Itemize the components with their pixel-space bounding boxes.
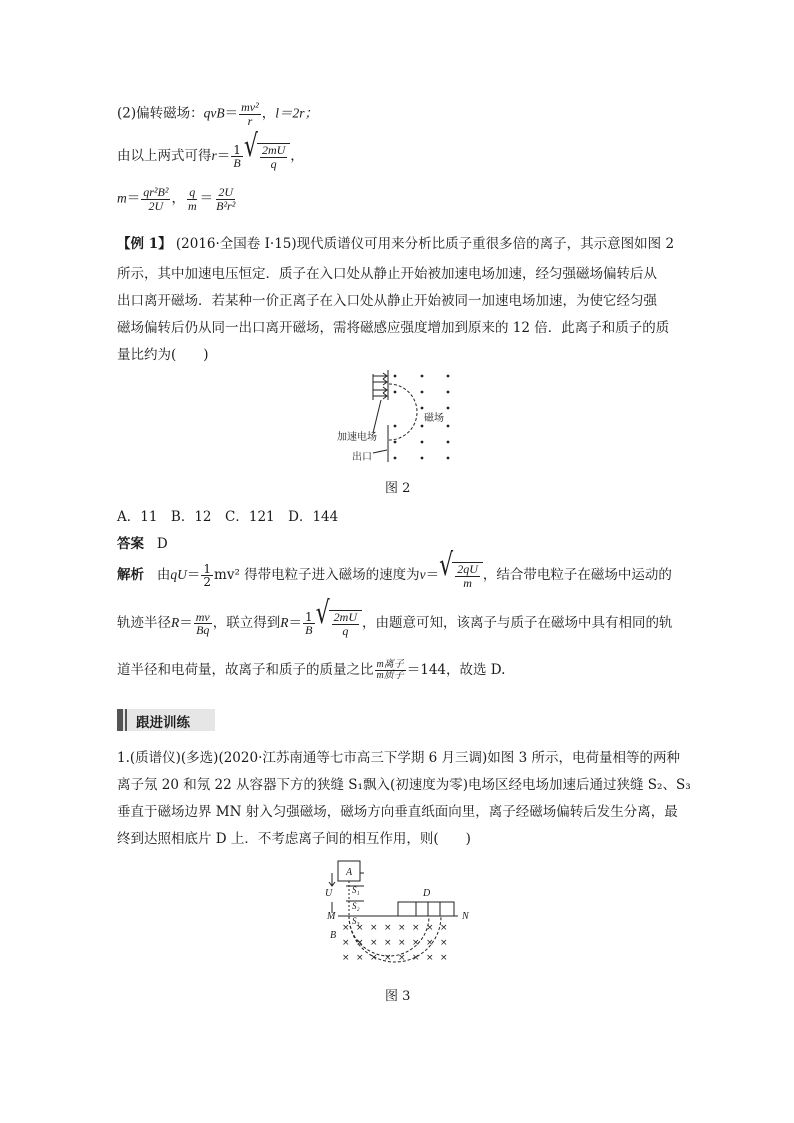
solution-text: ，联立得到 <box>212 615 281 632</box>
example-1-line-1 <box>117 232 674 252</box>
section-tag-bar <box>117 709 123 731</box>
fraction-numerator: 1 <box>305 609 313 624</box>
answer-line <box>117 532 168 552</box>
answer-options: A．11 B．12 C．121 D．144 <box>117 509 339 525</box>
separator: ， <box>261 105 276 122</box>
figure-3-label-S3: S₃ <box>352 916 360 926</box>
derivation-line-2: 由以上两式可得r＝ $\frac{1}{B}$ √ $\frac{2mU}{q}$ ， <box>117 129 304 171</box>
fraction-numerator: mv² <box>241 100 259 114</box>
svg-text:×: × <box>370 923 378 933</box>
math-term: r <box>211 148 217 164</box>
answer-value: D <box>156 536 168 552</box>
svg-text:×: × <box>356 923 364 933</box>
fraction-numerator: 2mU <box>333 610 358 624</box>
example-text: (2016·全国卷 Ⅰ·15)现代质谱仪可用来分析比质子重很多倍的离子，其示意图如图 2 <box>175 236 675 252</box>
fraction <box>201 563 213 589</box>
separator: ， <box>290 148 304 165</box>
math-term: R <box>280 615 289 631</box>
solution-text: ＝144，故选 D. <box>406 662 506 678</box>
svg-text:×: × <box>384 938 392 948</box>
fraction-denominator: r <box>247 113 253 128</box>
fraction-numerator: q <box>189 185 196 199</box>
fraction <box>231 144 243 170</box>
fraction <box>141 186 170 212</box>
math-term: qvB <box>203 105 225 121</box>
figure-3-label-S2: S₂ <box>352 901 360 911</box>
fraction-denominator: Bq <box>196 623 210 638</box>
separator: ， <box>171 190 185 207</box>
solution-line-3 <box>117 658 505 682</box>
fraction <box>186 186 199 212</box>
example-1-line-2: 所示，其中加速电压恒定．质子在入口处从静止开始被加速电场加速，经匀强磁场偏转后从 <box>117 266 657 282</box>
derivation-label: (2)偏转磁场： <box>117 105 204 122</box>
math-term: l＝2r； <box>275 105 318 121</box>
fraction-denominator: m质子 <box>376 670 404 681</box>
svg-text:×: × <box>370 938 378 948</box>
svg-text:×: × <box>384 953 392 963</box>
svg-text:×: × <box>426 923 434 933</box>
solution-line-2: 轨迹半径R＝ $\frac{mv}{Bq}$ ，联立得到R＝ $\frac{1}{B}$ √ $\frac{2mU}{q}$ ，由题意可知，该离子与质子在磁场中具有相同的轨 <box>117 596 673 638</box>
solution-text: ，结合带电粒子在磁场中运动的 <box>482 567 672 584</box>
math-term: qU <box>170 567 187 583</box>
solution-text: ，由题意可知，该离子与质子在磁场中具有相同的轨 <box>362 615 673 632</box>
section-tag-bar-thin <box>125 709 127 731</box>
fraction-numerator: 1 <box>233 142 241 157</box>
figure-3-label-D: D <box>423 888 431 899</box>
solution-text: 道半径和电荷量，故离子和质子的质量之比 <box>117 662 374 678</box>
fraction <box>375 660 406 682</box>
fraction-numerator: mv <box>195 609 210 624</box>
figure-3-label-U: U <box>325 888 333 899</box>
figure-2-label-field: 磁场 <box>424 413 444 424</box>
svg-text:×: × <box>342 953 350 963</box>
example-tag: 【例 1】 <box>117 236 172 252</box>
fraction-denominator: q <box>270 156 277 171</box>
fraction-denominator: m <box>187 198 197 213</box>
square-root: √ $\frac{2qU}{m}$ <box>439 562 483 589</box>
fraction-numerator: m离子 <box>376 658 404 670</box>
svg-text:×: × <box>440 938 448 948</box>
fraction-numerator: 1 <box>203 561 212 576</box>
fraction-denominator: q <box>342 623 349 638</box>
square-root: √ $\frac{2mU}{q}$ <box>316 610 362 637</box>
problem-1-line-1: 1.(质谱仪)(多选)(2020·江苏南通等七市高三下学期 6 月三调)如图 3 所示，电荷量相等的两种 <box>117 750 680 766</box>
solution-line-1: 解析 由qU＝ $\frac{1}{2}$ mv² 得带电粒子进入磁场的速度为v＝ √ $\frac{2qU}{m}$ ，结合带电粒子在磁场中运动的 <box>117 548 672 590</box>
derivation-line-3: m＝ $\frac{\text{qr²B²}}{2U}$ ， $\frac{q}{m}$ ＝ $\frac{2U}{\text{B²r²}}$ <box>117 185 236 213</box>
svg-text:×: × <box>342 923 350 933</box>
fraction-denominator: B²r² <box>216 198 236 213</box>
figure-3-label-B: B <box>330 930 337 941</box>
svg-text:×: × <box>356 938 364 948</box>
example-1-line-5: 量比约为( ) <box>117 347 209 363</box>
svg-text:×: × <box>398 938 406 948</box>
svg-text:×: × <box>426 953 434 963</box>
svg-text:×: × <box>440 923 448 933</box>
fraction <box>303 611 315 637</box>
svg-text:×: × <box>412 938 420 948</box>
svg-text:×: × <box>356 953 364 963</box>
solution-label: 解析 <box>117 567 144 584</box>
fraction-numerator: 2qU <box>457 562 478 576</box>
svg-text:×: × <box>412 923 420 933</box>
svg-text:×: × <box>426 938 434 948</box>
example-1-line-3: 出口离开磁场．若某种一价正离子在入口处从静止开始被同一加速电场加速，为使它经匀强 <box>117 293 657 309</box>
fraction-denominator: 2U <box>148 198 164 213</box>
fraction-numerator: 2mU <box>261 143 286 157</box>
figure-3-label-M: M <box>327 911 336 922</box>
math-term: m <box>117 190 127 206</box>
fraction-denominator: m <box>463 575 472 590</box>
fraction-denominator: 2 <box>203 575 212 590</box>
svg-text:×: × <box>440 953 448 963</box>
svg-text:×: × <box>398 953 406 963</box>
answer-label: 答案 <box>117 536 144 552</box>
fraction-denominator: B <box>305 623 313 638</box>
square-root: √ $\frac{2mU}{q}$ <box>244 143 290 170</box>
derivation-line-1: (2)偏转磁场：qvB＝ $\frac{\text{mv²}}{r}$ ，l＝2r； <box>117 100 318 128</box>
fraction-denominator: B <box>233 156 241 171</box>
problem-1-line-2: 离子氖 20 和氖 22 从容器下方的狭缝 S₁飘入(初速度为零)电场区经电场加速后通过狭缝 S₂、S₃ <box>117 777 691 793</box>
solution-text: 由 <box>156 567 171 584</box>
derivation-label: 由以上两式可得 <box>117 148 212 165</box>
fraction <box>239 101 261 127</box>
problem-1-line-4: 终到达照相底片 D 上．不考虑离子间的相互作用，则( ) <box>117 831 471 847</box>
svg-text:×: × <box>384 923 392 933</box>
math-term: v <box>419 567 426 583</box>
fraction <box>214 186 237 212</box>
fraction-numerator: 2U <box>218 185 234 199</box>
fraction <box>194 611 212 637</box>
svg-text:×: × <box>412 953 420 963</box>
field-crosses <box>342 923 448 963</box>
solution-text: mv² 得带电粒子进入磁场的速度为 <box>214 567 420 584</box>
svg-text:×: × <box>398 923 406 933</box>
solution-text: 轨迹半径 <box>117 615 171 632</box>
figure-3-label-A: A <box>346 867 353 878</box>
section-tag-label: 跟进训练 <box>136 715 190 731</box>
math-term: R <box>171 615 180 631</box>
figure-3-caption: 图 3 <box>385 989 411 1004</box>
figure-3-label-N: N <box>462 911 469 922</box>
figure-2-caption: 图 2 <box>385 481 411 496</box>
svg-text:×: × <box>370 953 378 963</box>
figure-2-label-accel: 加速电场 <box>337 432 377 443</box>
figure-2-label-exit: 出口 <box>352 452 372 463</box>
fraction-numerator: qr²B² <box>143 185 169 199</box>
problem-1-line-3: 垂直于磁场边界 MN 射入匀强磁场，磁场方向垂直纸面向里，离子经磁场偏转后发生分离，最 <box>117 804 678 820</box>
figure-3-label-S1: S₁ <box>352 885 360 895</box>
example-1-line-4: 磁场偏转后仍从同一出口离开磁场，需将磁感应强度增加到原来的 12 倍．此离子和质子的质 <box>117 320 670 336</box>
svg-text:×: × <box>342 938 350 948</box>
figure-3-spectrometer <box>318 858 478 973</box>
